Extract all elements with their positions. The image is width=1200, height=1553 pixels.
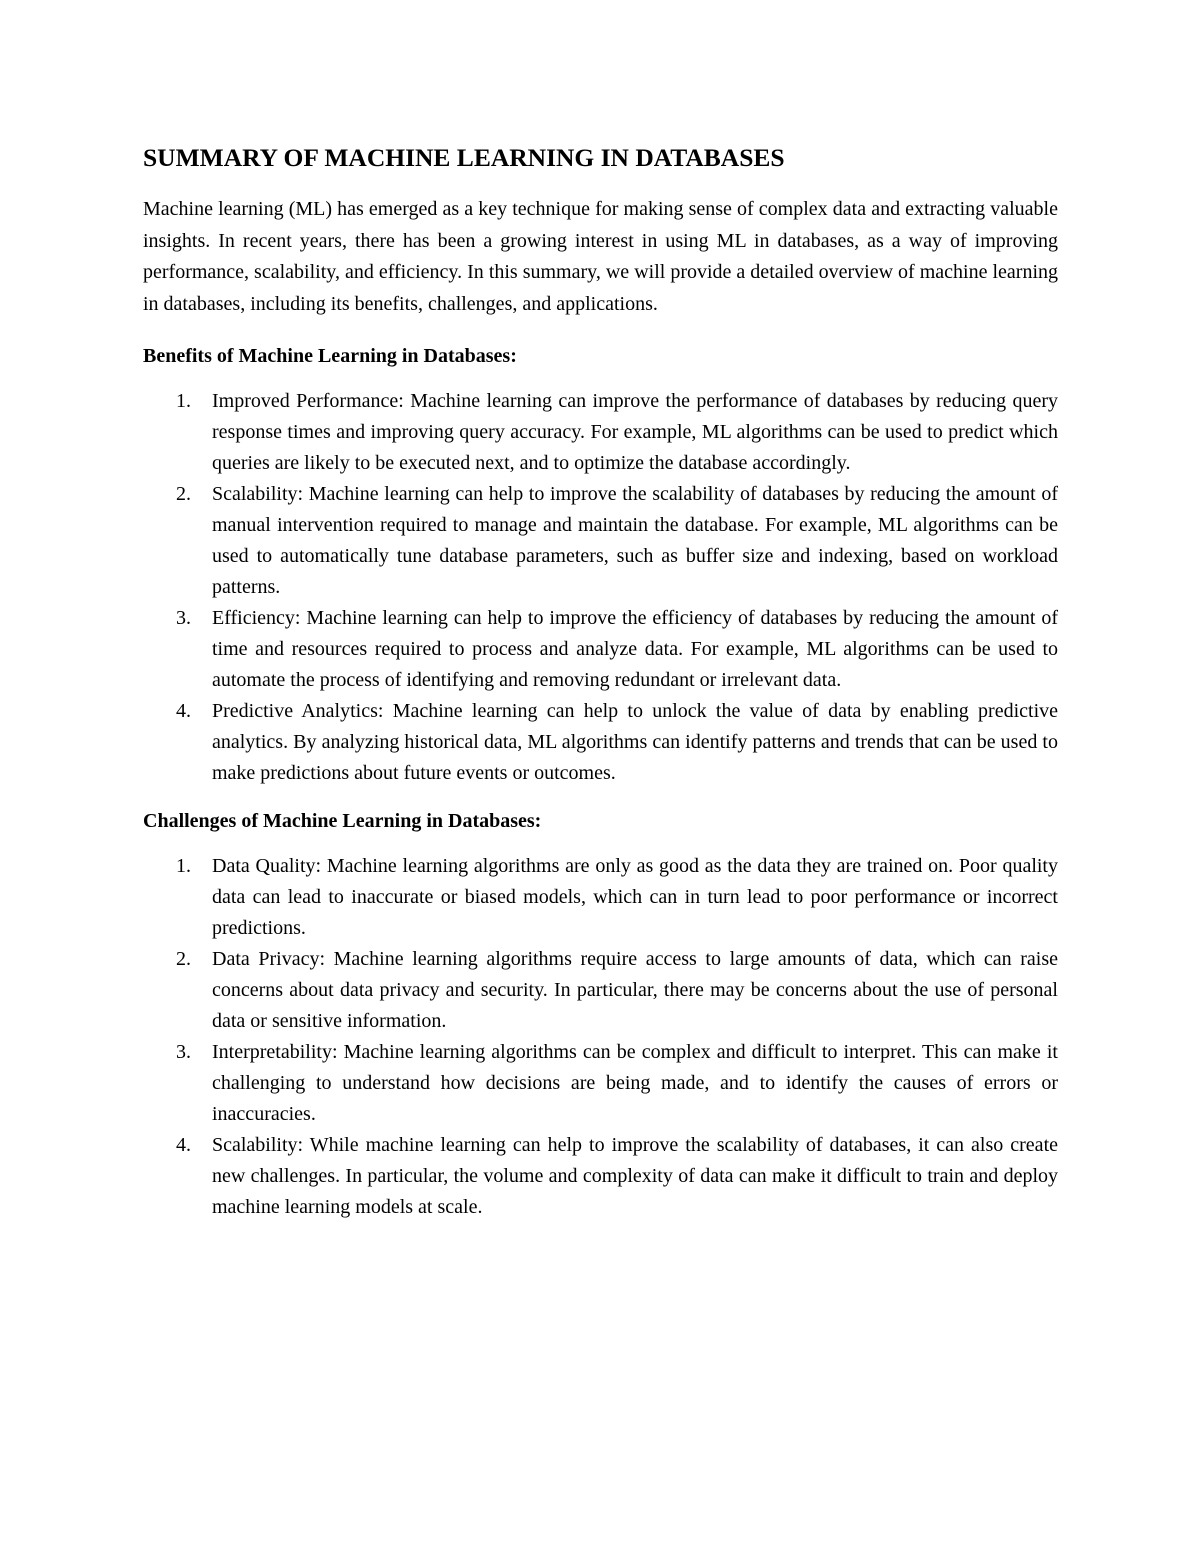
list-number: 4. [176,1134,191,1157]
challenges-list [143,851,1058,1223]
benefit-item-1 [143,386,1058,479]
list-item-text: Data Quality: Machine learning algorithms are only as good as the data they are trained on. Poor quality data can lead to inaccurate or biased models, which can in turn lead to poor performance or incorrect predictions. [212,855,1058,940]
challenges-heading: Challenges of Machine Learning in Databases: [143,810,542,833]
challenge-item-1 [143,851,1058,944]
benefits-list [143,386,1058,789]
list-number: 1. [176,390,191,413]
list-number: 1. [176,855,191,878]
challenge-item-2 [143,944,1058,1037]
list-number: 4. [176,700,191,723]
list-item-text: Scalability: Machine learning can help to improve the scalability of databases by reducing the amount of manual intervention required to manage and maintain the database. For example, ML algorithms can be used to automatically tune database parameters, such as buffer size and indexing, based on workload patterns. [212,483,1058,599]
list-number: 3. [176,607,191,630]
list-item-text: Predictive Analytics: Machine learning can help to unlock the value of data by enabling predictive analytics. By analyzing historical data, ML algorithms can identify patterns and trends that can be used to make predictions about future events or outcomes. [212,700,1058,785]
document-page [143,142,1058,1241]
challenge-item-4 [143,1130,1058,1223]
list-item-text: Data Privacy: Machine learning algorithms require access to large amounts of data, which can raise concerns about data privacy and security. In particular, there may be concerns about the use of personal data or sensitive information. [212,948,1058,1033]
intro-paragraph: Machine learning (ML) has emerged as a key technique for making sense of complex data and extracting valuable insights. In recent years, there has been a growing interest in using ML in databases, as a way of improving performance, scalability, and efficiency. In this summary, we will provide a detailed overview of machine learning in databases, including its benefits, challenges, and applications. [143,198,1058,315]
benefit-item-2 [143,479,1058,603]
list-item-text: Efficiency: Machine learning can help to improve the efficiency of databases by reducing the amount of time and resources required to process and analyze data. For example, ML algorithms can be used to automate the process of identifying and removing redundant or irrelevant data. [212,607,1058,692]
benefit-item-3 [143,603,1058,696]
benefits-heading: Benefits of Machine Learning in Databases: [143,345,517,368]
challenge-item-3 [143,1037,1058,1130]
list-number: 2. [176,948,191,971]
list-item-text: Improved Performance: Machine learning can improve the performance of databases by reducing query response times and improving query accuracy. For example, ML algorithms can be used to predict which queries are likely to be executed next, and to optimize the database accordingly. [212,390,1058,475]
document-title: SUMMARY OF MACHINE LEARNING IN DATABASES [143,143,785,172]
list-number: 2. [176,483,191,506]
list-number: 3. [176,1041,191,1064]
list-item-text: Scalability: While machine learning can help to improve the scalability of databases, it can also create new challenges. In particular, the volume and complexity of data can make it difficult to train and deploy machine learning models at scale. [212,1134,1058,1219]
list-item-text: Interpretability: Machine learning algorithms can be complex and difficult to interpret. This can make it challenging to understand how decisions are being made, and to identify the causes of errors or inaccuracies. [212,1041,1058,1126]
benefit-item-4 [143,696,1058,789]
